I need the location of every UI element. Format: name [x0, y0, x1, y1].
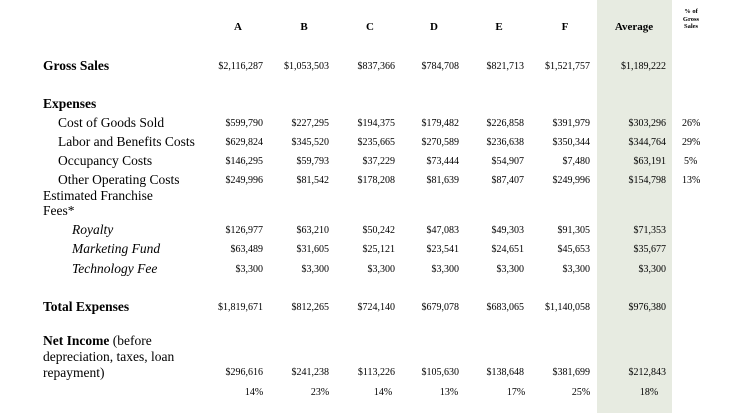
column-header-b: B	[300, 21, 308, 33]
cell-net-income-average: $212,843	[628, 367, 666, 378]
cell-total-average: $976,380	[628, 302, 666, 313]
cell-net-pct-a: 14%	[244, 387, 264, 398]
cell-occupancy-pct: 5%	[684, 156, 698, 167]
cell-royalty-f: $91,305	[557, 225, 590, 236]
cell-cogs-b: $227,295	[291, 118, 329, 129]
cell-net-income-c: $113,226	[357, 367, 395, 378]
cell-gross-sales-average: $1,189,222	[621, 61, 666, 72]
cell-gross-sales-d: $784,708	[421, 61, 459, 72]
cell-total-b: $812,265	[291, 302, 329, 313]
row-label-net-income-line2: depreciation, taxes, loan	[43, 349, 175, 364]
cell-gross-sales-a: $2,116,287	[218, 61, 263, 72]
cell-net-pct-e: 17%	[506, 387, 526, 398]
row-label-other-operating: Other Operating Costs	[58, 172, 180, 187]
cell-cogs-e: $226,858	[486, 118, 524, 129]
cell-technology-average: $3,300	[638, 264, 666, 275]
row-label-occupancy: Occupancy Costs	[58, 153, 153, 168]
cell-total-a: $1,819,671	[218, 302, 263, 313]
column-header-f: F	[561, 21, 569, 33]
cell-other-average: $154,798	[628, 175, 666, 186]
cell-other-c: $178,208	[357, 175, 395, 186]
row-label-net-income-line3: repayment)	[43, 365, 105, 380]
cell-cogs-average: $303,296	[628, 118, 666, 129]
row-label-franchise-fees-line2: Fees*	[43, 203, 75, 218]
cell-marketing-c: $25,121	[362, 244, 395, 255]
column-header-c: C	[366, 21, 374, 33]
cell-total-c: $724,140	[357, 302, 395, 313]
cell-occupancy-c: $37,229	[362, 156, 395, 167]
cell-occupancy-average: $63,191	[633, 156, 666, 167]
cell-other-pct: 13%	[682, 175, 701, 186]
cell-net-income-e: $138,648	[486, 367, 524, 378]
cell-other-a: $249,996	[225, 175, 263, 186]
column-header-pct-gross: % of Gross Sales	[682, 8, 700, 30]
row-label-total-expenses: Total Expenses	[43, 299, 130, 314]
cell-technology-a: $3,300	[235, 264, 263, 275]
cell-other-f: $249,996	[552, 175, 590, 186]
cell-marketing-f: $45,653	[557, 244, 590, 255]
row-label-franchise-fees-line1: Estimated Franchise	[43, 188, 153, 203]
cell-net-pct-b: 23%	[310, 387, 330, 398]
cell-royalty-average: $71,353	[633, 225, 666, 236]
cell-other-e: $87,407	[491, 175, 524, 186]
cell-marketing-d: $23,541	[426, 244, 459, 255]
row-label-cogs: Cost of Goods Sold	[58, 115, 165, 130]
cell-cogs-c: $194,375	[357, 118, 395, 129]
cell-occupancy-e: $54,907	[491, 156, 524, 167]
cell-labor-d: $270,589	[421, 137, 459, 148]
cell-labor-average: $344,764	[628, 137, 666, 148]
cell-labor-pct: 29%	[682, 137, 701, 148]
cell-net-income-b: $241,238	[291, 367, 329, 378]
cell-net-pct-average: 18%	[639, 387, 659, 398]
cell-net-income-a: $296,616	[225, 367, 263, 378]
cell-net-income-d: $105,630	[421, 367, 459, 378]
column-header-a: A	[234, 21, 242, 33]
cell-technology-d: $3,300	[431, 264, 459, 275]
cell-other-d: $81,639	[426, 175, 459, 186]
cell-net-pct-f: 25%	[571, 387, 591, 398]
cell-technology-e: $3,300	[496, 264, 524, 275]
cell-cogs-f: $391,979	[552, 118, 590, 129]
column-header-average: Average	[614, 21, 654, 33]
cell-labor-f: $350,344	[552, 137, 590, 148]
cell-marketing-b: $31,605	[296, 244, 329, 255]
cell-cogs-d: $179,482	[421, 118, 459, 129]
cell-net-pct-d: 13%	[439, 387, 459, 398]
cell-marketing-average: $35,677	[633, 244, 666, 255]
cell-gross-sales-c: $837,366	[357, 61, 395, 72]
cell-labor-e: $236,638	[486, 137, 524, 148]
cell-gross-sales-b: $1,053,503	[284, 61, 329, 72]
column-header-e: E	[495, 21, 503, 33]
row-label-net-income-line1: Net Income (before	[43, 333, 152, 348]
cell-occupancy-b: $59,793	[296, 156, 329, 167]
cell-gross-sales-f: $1,521,757	[545, 61, 590, 72]
cell-occupancy-a: $146,295	[225, 156, 263, 167]
cell-labor-a: $629,824	[225, 137, 263, 148]
cell-royalty-a: $126,977	[225, 225, 263, 236]
row-label-gross-sales: Gross Sales	[43, 58, 110, 73]
cell-technology-c: $3,300	[367, 264, 395, 275]
row-label-labor: Labor and Benefits Costs	[58, 134, 195, 149]
cell-other-b: $81,542	[296, 175, 329, 186]
cell-occupancy-f: $7,480	[562, 156, 590, 167]
cell-total-e: $683,065	[486, 302, 524, 313]
cell-royalty-d: $47,083	[426, 225, 459, 236]
cell-royalty-c: $50,242	[362, 225, 395, 236]
cell-total-f: $1,140,058	[545, 302, 590, 313]
cell-occupancy-d: $73,444	[426, 156, 459, 167]
row-label-marketing-fund: Marketing Fund	[72, 241, 161, 256]
cell-total-d: $679,078	[421, 302, 459, 313]
cell-gross-sales-e: $821,713	[486, 61, 524, 72]
cell-net-pct-c: 14%	[373, 387, 393, 398]
column-header-d: D	[430, 21, 438, 33]
row-label-royalty: Royalty	[72, 222, 114, 237]
cell-technology-b: $3,300	[301, 264, 329, 275]
cell-marketing-e: $24,651	[491, 244, 524, 255]
cell-labor-b: $345,520	[291, 137, 329, 148]
cell-marketing-a: $63,489	[230, 244, 263, 255]
section-label-expenses: Expenses	[43, 96, 97, 111]
cell-cogs-pct: 26%	[682, 118, 701, 129]
cell-royalty-b: $63,210	[296, 225, 329, 236]
row-label-technology-fee: Technology Fee	[72, 261, 158, 276]
cell-labor-c: $235,665	[357, 137, 395, 148]
cell-net-income-f: $381,699	[552, 367, 590, 378]
cell-royalty-e: $49,303	[491, 225, 524, 236]
cell-technology-f: $3,300	[562, 264, 590, 275]
cell-cogs-a: $599,790	[225, 118, 263, 129]
